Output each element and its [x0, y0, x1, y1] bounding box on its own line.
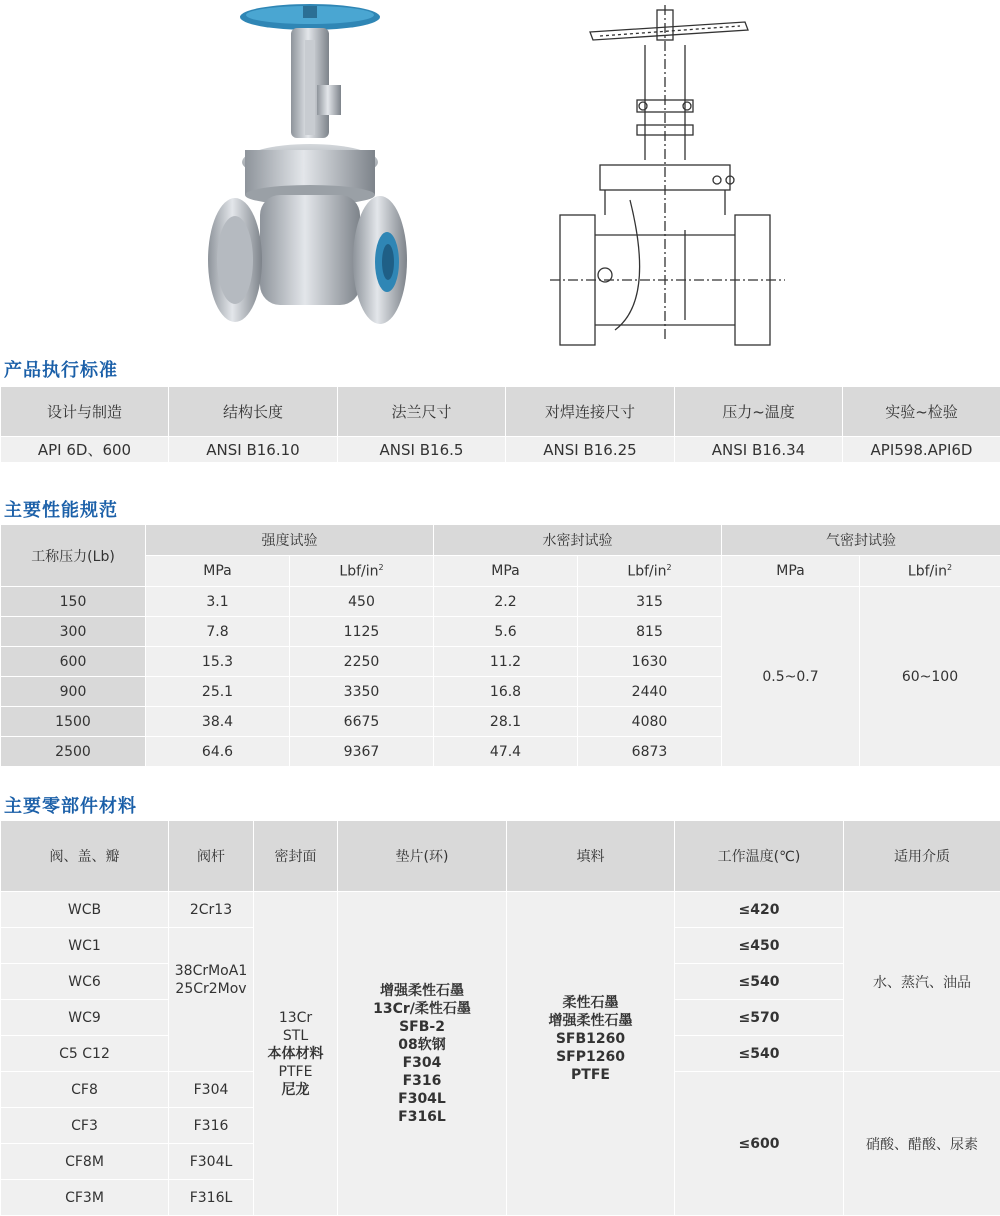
unit-mpa: MPa	[434, 556, 578, 587]
packing-item: SFB1260	[507, 1030, 674, 1048]
strength-mpa: 7.8	[146, 617, 290, 647]
stem-material: 25Cr2Mov	[169, 980, 253, 998]
standards-header-row	[1, 387, 1000, 437]
materials-header: 阀杆	[169, 821, 254, 892]
stem-material: 2Cr13	[169, 892, 254, 928]
strength-mpa: 38.4	[146, 707, 290, 737]
seal-face-list	[254, 892, 338, 1216]
strength-lbf: 1125	[290, 617, 434, 647]
materials-header: 填料	[507, 821, 675, 892]
body-material: WC1	[1, 928, 169, 964]
table-row	[1, 892, 1000, 928]
water-lbf: 2440	[578, 677, 722, 707]
stem-material: F304	[169, 1072, 254, 1108]
unit-lbf: Lbf/$in^2$	[290, 556, 434, 587]
seal-face-item: 13Cr	[254, 1009, 337, 1027]
strength-lbf: 3350	[290, 677, 434, 707]
materials-header: 密封面	[254, 821, 338, 892]
body-material: CF3	[1, 1108, 169, 1144]
performance-table	[0, 524, 1000, 767]
water-lbf: 815	[578, 617, 722, 647]
standards-value: API598.API6D	[843, 437, 1000, 463]
stem-material: F316	[169, 1108, 254, 1144]
pressure-class: 2500	[1, 737, 146, 767]
materials-header: 垫片(环)	[338, 821, 507, 892]
materials-table	[0, 820, 1000, 1216]
gate-valve-photo	[205, 0, 415, 345]
water-lbf: 315	[578, 587, 722, 617]
pressure-class: 300	[1, 617, 146, 647]
seal-face-item: STL	[254, 1027, 337, 1045]
water-lbf: 4080	[578, 707, 722, 737]
water-mpa: 2.2	[434, 587, 578, 617]
gasket-item: F316	[338, 1072, 506, 1090]
work-temperature: ≤540	[675, 964, 844, 1000]
applicable-media: 水、蒸汽、油品	[844, 892, 1000, 1072]
strength-lbf: 2250	[290, 647, 434, 677]
gasket-list	[338, 892, 507, 1216]
stem-material: F304L	[169, 1144, 254, 1180]
body-material: CF8M	[1, 1144, 169, 1180]
strength-lbf: 450	[290, 587, 434, 617]
water-seal-test-header: 水密封试验	[434, 525, 722, 556]
standards-value-row	[1, 437, 1000, 463]
body-material: WC9	[1, 1000, 169, 1036]
work-temperature: ≤450	[675, 928, 844, 964]
body-material: WCB	[1, 892, 169, 928]
strength-lbf: 9367	[290, 737, 434, 767]
water-mpa: 11.2	[434, 647, 578, 677]
strength-mpa: 64.6	[146, 737, 290, 767]
water-lbf: 1630	[578, 647, 722, 677]
materials-header: 阀、盖、瓣	[1, 821, 169, 892]
seal-face-item: 本体材料	[254, 1045, 337, 1063]
work-temperature: ≤570	[675, 1000, 844, 1036]
packing-item: PTFE	[507, 1066, 674, 1084]
pressure-class: 1500	[1, 707, 146, 737]
stem-material: F316L	[169, 1180, 254, 1216]
unit-lbf: Lbf/$in^2$	[860, 556, 1000, 587]
materials-header: 工作温度(℃)	[675, 821, 844, 892]
gas-seal-lbf: 60~100	[860, 587, 1000, 767]
nominal-pressure-header: 工称压力(Lb)	[1, 525, 146, 587]
standards-header: 设计与制造	[1, 387, 169, 437]
gasket-item: F316L	[338, 1108, 506, 1126]
water-mpa: 28.1	[434, 707, 578, 737]
standards-header: 对焊连接尺寸	[506, 387, 675, 437]
gasket-item: F304L	[338, 1090, 506, 1108]
standards-value: API 6D、600	[1, 437, 169, 463]
water-mpa: 47.4	[434, 737, 578, 767]
gate-valve-drawing	[545, 0, 790, 355]
pressure-class: 600	[1, 647, 146, 677]
stem-material: 38CrMoA1	[169, 962, 253, 980]
gasket-item: 增强柔性石墨	[338, 982, 506, 1000]
work-temperature: ≤600	[675, 1072, 844, 1216]
unit-mpa: MPa	[722, 556, 860, 587]
strength-test-header: 强度试验	[146, 525, 434, 556]
performance-section-title: 主要性能规范	[4, 496, 118, 522]
applicable-media: 硝酸、醋酸、尿素	[844, 1072, 1000, 1216]
pressure-class: 900	[1, 677, 146, 707]
materials-header: 适用介质	[844, 821, 1000, 892]
gas-seal-mpa: 0.5~0.7	[722, 587, 860, 767]
gasket-item: 13Cr/柔性石墨	[338, 1000, 506, 1018]
water-lbf: 6873	[578, 737, 722, 767]
gasket-item: F304	[338, 1054, 506, 1072]
water-mpa: 16.8	[434, 677, 578, 707]
strength-mpa: 3.1	[146, 587, 290, 617]
packing-item: 增强柔性石墨	[507, 1012, 674, 1030]
body-material: CF8	[1, 1072, 169, 1108]
body-material: CF3M	[1, 1180, 169, 1216]
materials-section-title: 主要零部件材料	[4, 792, 137, 818]
strength-mpa: 25.1	[146, 677, 290, 707]
strength-lbf: 6675	[290, 707, 434, 737]
pressure-class: 150	[1, 587, 146, 617]
work-temperature: ≤540	[675, 1036, 844, 1072]
standards-value: ANSI B16.10	[169, 437, 338, 463]
strength-mpa: 15.3	[146, 647, 290, 677]
body-material: C5 C12	[1, 1036, 169, 1072]
unit-lbf: Lbf/$in^2$	[578, 556, 722, 587]
body-material: WC6	[1, 964, 169, 1000]
standards-table	[0, 386, 1000, 463]
standards-header: 实验~检验	[843, 387, 1000, 437]
unit-mpa: MPa	[146, 556, 290, 587]
standards-value: ANSI B16.34	[675, 437, 843, 463]
packing-item: 柔性石墨	[507, 994, 674, 1012]
standards-value: ANSI B16.25	[506, 437, 675, 463]
standards-header: 结构长度	[169, 387, 338, 437]
gasket-item: SFB-2	[338, 1018, 506, 1036]
table-row	[1, 587, 1000, 617]
standards-header: 法兰尺寸	[338, 387, 506, 437]
materials-header-row	[1, 821, 1000, 892]
standards-header: 压力~温度	[675, 387, 843, 437]
seal-face-item: PTFE	[254, 1063, 337, 1081]
work-temperature: ≤420	[675, 892, 844, 928]
gasket-item: 08软钢	[338, 1036, 506, 1054]
seal-face-item: 尼龙	[254, 1081, 337, 1099]
packing-item: SFP1260	[507, 1048, 674, 1066]
standards-section-title: 产品执行标准	[4, 356, 118, 382]
stem-material-alloy	[169, 928, 254, 1072]
water-mpa: 5.6	[434, 617, 578, 647]
standards-value: ANSI B16.5	[338, 437, 506, 463]
packing-list	[507, 892, 675, 1216]
gas-seal-test-header: 气密封试验	[722, 525, 1000, 556]
